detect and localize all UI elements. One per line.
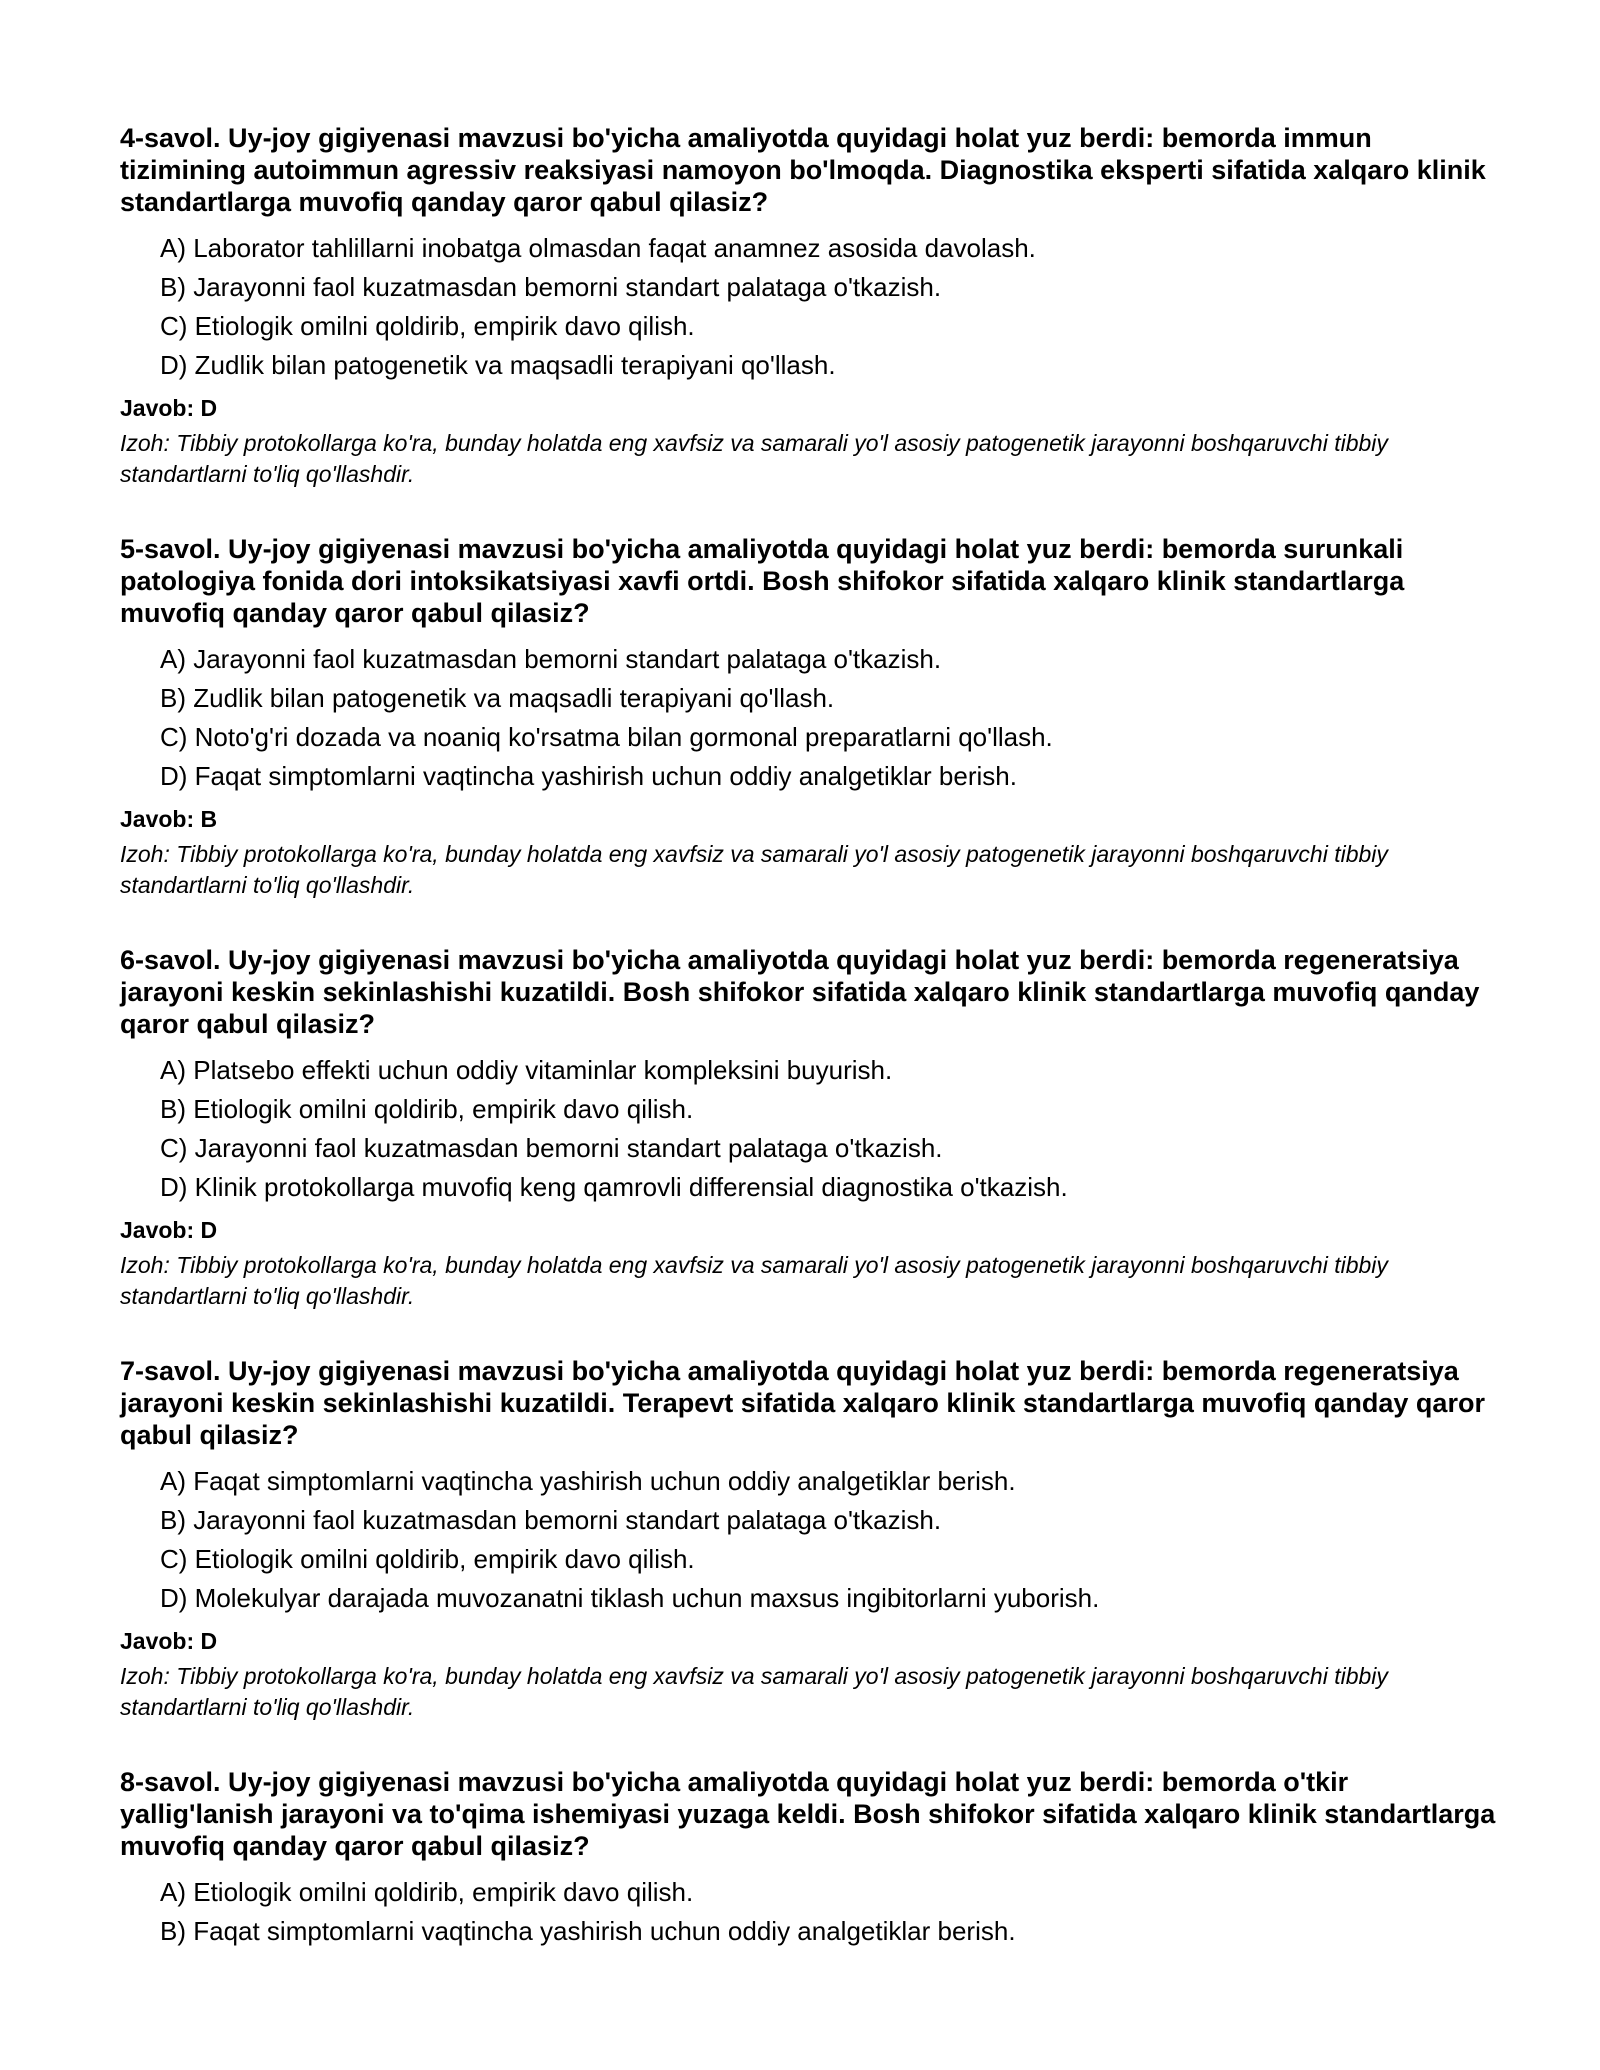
option-c: C) Etiologik omilni qoldirib, empirik davo qilish. (160, 311, 695, 341)
options-list (120, 229, 1500, 385)
answer-label: Javob: D (120, 1217, 218, 1243)
option-b: B) Zudlik bilan patogenetik va maqsadli terapiyani qo'llash. (160, 683, 835, 713)
option-b: B) Jarayonni faol kuzatmasdan bemorni standart palataga o'tkazish. (160, 1505, 942, 1535)
option-a: A) Laborator tahlillarni inobatga olmasdan faqat anamnez asosida davolash. (160, 233, 1036, 263)
question-text: 8-savol. Uy-joy gigiyenasi mavzusi bo'yicha amaliyotda quyidagi holat yuz berdi: bemorda o'tkir yallig'lanish jarayoni va to'qima ishemiyasi yuzaga keldi. Bosh shifokor sifatida xalqaro klinik standartlarga muvofiq qanday qaror qabul qilasiz? (120, 1767, 1496, 1861)
options-list (120, 1051, 1500, 1207)
question-text: 5-savol. Uy-joy gigiyenasi mavzusi bo'yicha amaliyotda quyidagi holat yuz berdi: bemorda surunkali patologiya fonida dori intoksikatsiyasi xavfi ortdi. Bosh shifokor sifatida xalqaro klinik standartlarga muvofiq qanday qaror qabul qilasiz? (120, 534, 1405, 628)
explanation-note: Izoh: Tibbiy protokollarga ko'ra, bunday holatda eng xavfsiz va samarali yo'l asosiy patogenetik jarayonni boshqaruvchi tibbiy standartlarni to'liq qo'llashdir. (120, 430, 1388, 487)
question-text: 4-savol. Uy-joy gigiyenasi mavzusi bo'yicha amaliyotda quyidagi holat yuz berdi: bemorda immun tizimining autoimmun agressiv reaksiyasi namoyon bo'lmoqda. Diagnostika eksperti sifatida xalqaro klinik standartlarga muvofiq qanday qaror qabul qilasiz? (120, 123, 1486, 217)
options-list (120, 1462, 1500, 1618)
explanation-note: Izoh: Tibbiy protokollarga ko'ra, bunday holatda eng xavfsiz va samarali yo'l asosiy patogenetik jarayonni boshqaruvchi tibbiy standartlarni to'liq qo'llashdir. (120, 1663, 1388, 1720)
question-text: 7-savol. Uy-joy gigiyenasi mavzusi bo'yicha amaliyotda quyidagi holat yuz berdi: bemorda regeneratsiya jarayoni keskin sekinlashishi kuzatildi. Terapevt sifatida xalqaro klinik standartlarga muvofiq qanday qaror qabul qilasiz? (120, 1356, 1485, 1450)
explanation-note: Izoh: Tibbiy protokollarga ko'ra, bunday holatda eng xavfsiz va samarali yo'l asosiy patogenetik jarayonni boshqaruvchi tibbiy standartlarni to'liq qo'llashdir. (120, 841, 1388, 898)
option-c: C) Jarayonni faol kuzatmasdan bemorni standart palataga o'tkazish. (160, 1133, 943, 1163)
option-d: D) Zudlik bilan patogenetik va maqsadli terapiyani qo'llash. (160, 350, 836, 380)
option-c: C) Etiologik omilni qoldirib, empirik davo qilish. (160, 1544, 695, 1574)
option-a: A) Jarayonni faol kuzatmasdan bemorni standart palataga o'tkazish. (160, 644, 942, 674)
option-b: B) Faqat simptomlarni vaqtincha yashirish uchun oddiy analgetiklar berish. (160, 1916, 1016, 1946)
option-a: A) Faqat simptomlarni vaqtincha yashirish uchun oddiy analgetiklar berish. (160, 1466, 1016, 1496)
options-list (120, 640, 1500, 796)
question-block-5 (120, 533, 1500, 901)
question-text: 6-savol. Uy-joy gigiyenasi mavzusi bo'yicha amaliyotda quyidagi holat yuz berdi: bemorda regeneratsiya jarayoni keskin sekinlashishi kuzatildi. Bosh shifokor sifatida xalqaro klinik standartlarga muvofiq qanday qaror qabul qilasiz? (120, 945, 1480, 1039)
option-d: D) Faqat simptomlarni vaqtincha yashirish uchun oddiy analgetiklar berish. (160, 761, 1017, 791)
option-c: C) Noto'g'ri dozada va noaniq ko'rsatma bilan gormonal preparatlarni qo'llash. (160, 722, 1053, 752)
question-block-7 (120, 1355, 1500, 1723)
option-b: B) Etiologik omilni qoldirib, empirik davo qilish. (160, 1094, 694, 1124)
option-a: A) Etiologik omilni qoldirib, empirik davo qilish. (160, 1877, 694, 1907)
option-d: D) Molekulyar darajada muvozanatni tiklash uchun maxsus ingibitorlarni yuborish. (160, 1583, 1100, 1613)
question-block-6 (120, 944, 1500, 1312)
option-b: B) Jarayonni faol kuzatmasdan bemorni standart palataga o'tkazish. (160, 272, 942, 302)
question-block-4 (120, 122, 1500, 490)
answer-label: Javob: D (120, 1628, 218, 1654)
explanation-note: Izoh: Tibbiy protokollarga ko'ra, bunday holatda eng xavfsiz va samarali yo'l asosiy patogenetik jarayonni boshqaruvchi tibbiy standartlarni to'liq qo'llashdir. (120, 1252, 1388, 1309)
answer-label: Javob: B (120, 806, 218, 832)
options-list (120, 1873, 1500, 1951)
option-a: A) Platsebo effekti uchun oddiy vitaminlar kompleksini buyurish. (160, 1055, 893, 1085)
option-d: D) Klinik protokollarga muvofiq keng qamrovli differensial diagnostika o'tkazish. (160, 1172, 1068, 1202)
question-block-8 (120, 1766, 1500, 1951)
answer-label: Javob: D (120, 395, 218, 421)
